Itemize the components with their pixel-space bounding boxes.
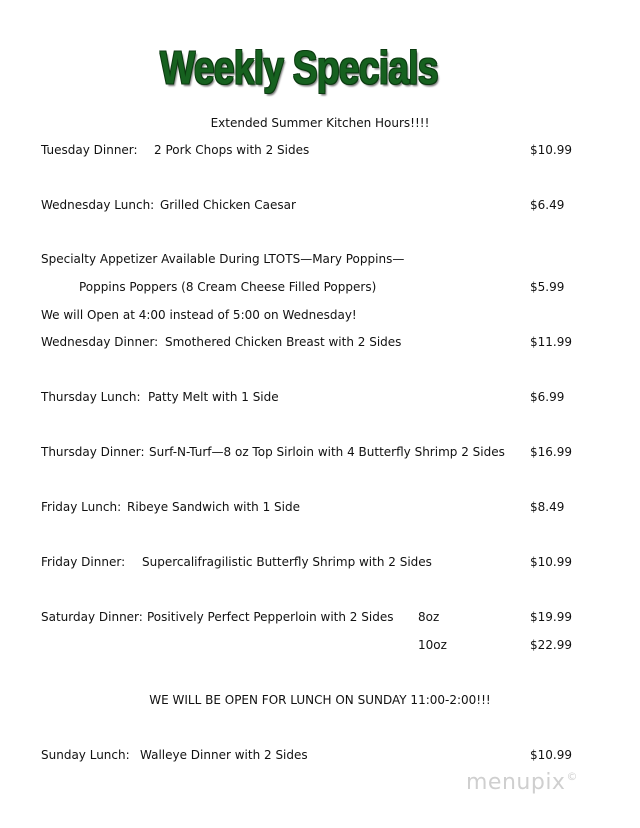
notice: We will Open at 4:00 instead of 5:00 on Wednesday! <box>41 308 357 322</box>
menu-item-desc: Patty Melt with 1 Side <box>148 390 279 404</box>
menu-item-desc: Walleye Dinner with 2 Sides <box>140 748 308 762</box>
watermark-logo <box>466 770 578 795</box>
menu-item-price: $22.99 <box>530 638 572 652</box>
menu-item-day: Thursday Dinner: <box>41 445 145 459</box>
menu-item-price: $10.99 <box>530 748 572 762</box>
menu-item <box>41 335 401 349</box>
menu-item-desc: 2 Pork Chops with 2 Sides <box>154 143 310 157</box>
watermark-copyright: © <box>566 770 578 783</box>
menu-item-price: $16.99 <box>530 445 572 459</box>
menu-item <box>41 555 432 569</box>
page-title: Weekly Specials <box>160 42 438 95</box>
appetizer-line-1: Specialty Appetizer Available During LTOTS—Mary Poppins— <box>41 252 405 266</box>
menu-item <box>41 610 393 624</box>
size-option: 10oz <box>418 638 447 652</box>
menu-item-desc: Surf-N-Turf—8 oz Top Sirloin with 4 Butterfly Shrimp 2 Sides <box>149 445 505 459</box>
menu-item <box>41 198 296 212</box>
menu-item-price: $19.99 <box>530 610 572 624</box>
menu-item-day: Saturday Dinner: <box>41 610 143 624</box>
appetizer-line-2: Poppins Poppers (8 Cream Cheese Filled Poppers) <box>79 280 377 294</box>
menu-item-day: Wednesday Lunch: <box>41 198 155 212</box>
menu-item-desc: Grilled Chicken Caesar <box>160 198 296 212</box>
menu-item-day: Thursday Lunch: <box>41 390 141 404</box>
size-option: 8oz <box>418 610 440 624</box>
menu-item-day: Friday Dinner: <box>41 555 126 569</box>
menu-item-price: $10.99 <box>530 143 572 157</box>
watermark-text: menupix <box>466 770 566 795</box>
menu-item <box>41 143 309 157</box>
menu-item-price: $6.49 <box>530 198 565 212</box>
menu-item-desc: Ribeye Sandwich with 1 Side <box>127 500 301 514</box>
menu-item-day: Friday Lunch: <box>41 500 122 514</box>
menu-item-price: $6.99 <box>530 390 565 404</box>
sunday-announcement: WE WILL BE OPEN FOR LUNCH ON SUNDAY 11:00-2:00!!! <box>149 693 491 707</box>
menu-item <box>41 445 505 459</box>
menu-item-desc: Smothered Chicken Breast with 2 Sides <box>165 335 402 349</box>
subtitle: Extended Summer Kitchen Hours!!!! <box>210 116 430 130</box>
menu-item-day: Tuesday Dinner: <box>41 143 138 157</box>
menu-item-price: $11.99 <box>530 335 572 349</box>
menu-item <box>41 500 300 514</box>
menu-item-price: $5.99 <box>530 280 565 294</box>
menu-item-day: Wednesday Dinner: <box>41 335 159 349</box>
menu-item-price: $10.99 <box>530 555 572 569</box>
menu-item-desc: Supercalifragilistic Butterfly Shrimp with 2 Sides <box>142 555 432 569</box>
menu-item-day: Sunday Lunch: <box>41 748 130 762</box>
menu-item-desc: Positively Perfect Pepperloin with 2 Sides <box>147 610 394 624</box>
menu-item-price: $8.49 <box>530 500 565 514</box>
menu-item <box>41 390 279 404</box>
menu-item <box>41 748 308 762</box>
